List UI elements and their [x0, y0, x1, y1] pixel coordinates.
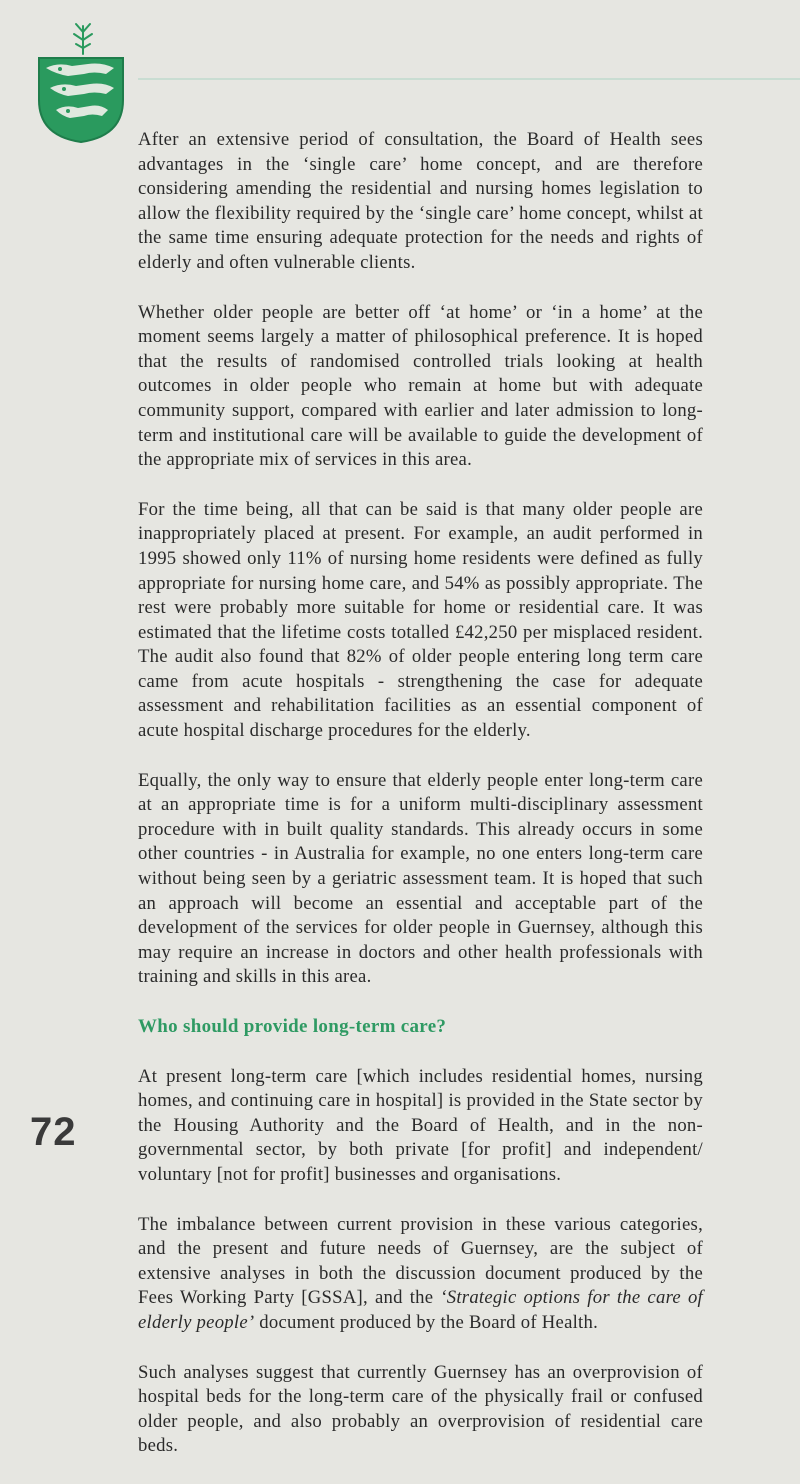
page-number: 72 — [30, 1110, 77, 1154]
paragraph: For the time being, all that can be said is that many older people are inappropriately placed at present. For example, an audit performed in 1995 showed only 11% of nursing home residents were defined as fully appropriate for nursing home care, and 54% as possibly appropriate. The rest were probably more suitable for home or residential care. It was estimated that the lifetime costs totalled £42,250 per misplaced resident. The audit also found that 82% of older people entering long term care came from acute hospitals - strengthening the case for adequate assessment and rehabilitation facilities as an essential component of acute hospital discharge procedures for the elderly. — [138, 498, 703, 742]
paragraph-text: document produced by the Board of Health. — [254, 1311, 599, 1333]
paragraph — [138, 1213, 703, 1336]
paragraph: After an extensive period of consultation, the Board of Health sees advantages in the ‘single care’ home concept, and are therefore considering amending the residential and nursing homes legislation to allow the flexibility required by the ‘single care’ home concept, whilst at the same time ensuring adequate protection for the needs and rights of elderly and often vulnerable clients. — [138, 129, 703, 273]
guernsey-coat-of-arms-icon — [36, 18, 126, 144]
header-rule — [138, 78, 800, 80]
paragraph: Such analyses suggest that currently Guernsey has an overprovision of hospital beds for the long-term care of the physically frail or confused older people, and also probably an overprovision of residential care beds. — [138, 1361, 703, 1457]
paragraph-text: The imbalance between current provision in these various categories, and the present and future needs of Guernsey, are the subject of extensive analyses in both the discussion document produced by the Fees Working Party [GSSA], and the — [138, 1213, 703, 1309]
paragraph: Equally, the only way to ensure that elderly people enter long-term care at an appropriate time is for a uniform multi-disciplinary assessment procedure with in built quality standards. This already occurs in some other countries - in Australia for example, no one enters long-term care without being seen by a geriatric assessment team. It is hoped that such an approach will become an essential and acceptable part of the development of the services for older people in Guernsey, although this may require an increase in doctors and other health professionals with training and skills in this area. — [138, 769, 703, 988]
paragraph: Whether older people are better off ‘at home’ or ‘in a home’ at the moment seems largely a matter of philosophical preference. It is hoped that the results of randomised controlled trials looking at health outcomes in older people who remain at home but with adequate community support, compared with earlier and later admission to long-term and institutional care will be available to guide the development of the appropriate mix of services in this area. — [138, 301, 703, 471]
body-text — [138, 128, 703, 1484]
paragraph: At present long-term care [which includes residential homes, nursing homes, and continuing care in hospital] is provided in the State sector by the Housing Authority and the Board of Health, and in the non-governmental sector, by both private [for profit] and independent/ voluntary [not for profit] businesses and organisations. — [138, 1065, 703, 1185]
section-heading: Who should provide long-term care? — [138, 1016, 447, 1037]
document-title: ‘Strategic options for the care of elderly people’ — [138, 1287, 703, 1333]
